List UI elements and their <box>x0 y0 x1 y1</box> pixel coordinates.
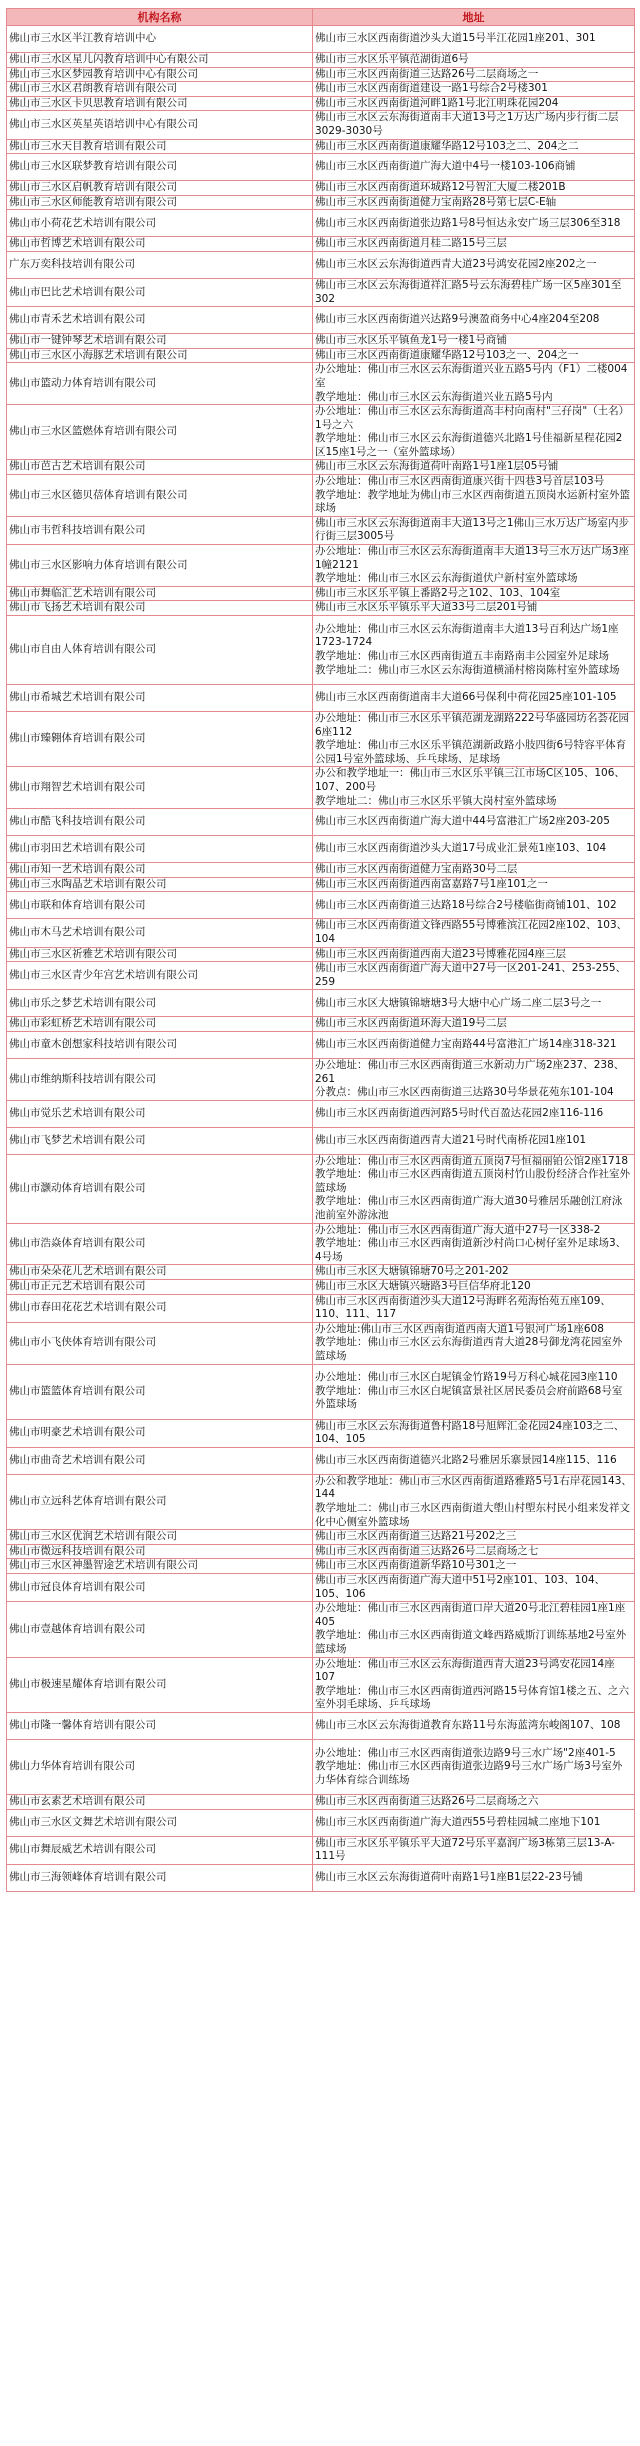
institution-name-cell: 佛山市维纳斯科技培训有限公司 <box>7 1058 313 1100</box>
table-body <box>7 26 635 1892</box>
institution-name-cell: 佛山市三水区梦园教育培训中心有限公司 <box>7 67 313 82</box>
table-row <box>7 1154 635 1223</box>
table-row <box>7 1657 635 1712</box>
institution-name-cell: 佛山市浩焱体育培训有限公司 <box>7 1223 313 1265</box>
table-row <box>7 1294 635 1322</box>
table-row <box>7 1602 635 1657</box>
table-row <box>7 1280 635 1295</box>
institution-name-cell: 佛山市三水区文舞艺术培训有限公司 <box>7 1809 313 1836</box>
table-row <box>7 1265 635 1280</box>
institution-name-cell: 广东万奕科技培训有限公司 <box>7 251 313 278</box>
institution-name-cell: 佛山市木马艺术培训有限公司 <box>7 919 313 947</box>
institution-name-cell: 佛山市希城艺术培训有限公司 <box>7 685 313 712</box>
address-cell: 佛山市三水区乐平镇乐平大道33号二层201号铺 <box>313 601 635 616</box>
table-row <box>7 237 635 252</box>
address-cell: 佛山市三水区西南街道西青大道21号时代南桥花园1座101 <box>313 1127 635 1154</box>
address-cell: 佛山市三水区乐平镇上番路2号之102、103、104室 <box>313 586 635 601</box>
institution-name-cell: 佛山市三水区篮燃体育培训有限公司 <box>7 405 313 460</box>
address-cell: 佛山市三水区西南街道建设一路1号综合2号楼301 <box>313 82 635 97</box>
address-cell: 办公地址：佛山市三水区云东海街道南丰大道13号三水万达广场3座1幢2121 教学地址：佛山市三水区云东海街道伏户新村室外篮球场 <box>313 545 635 587</box>
institution-name-cell: 佛山市三水区祈雅艺术培训有限公司 <box>7 947 313 962</box>
institution-name-cell: 佛山市三水区星儿闪教育培训中心有限公司 <box>7 53 313 68</box>
address-cell: 办公地址：佛山市三水区西南街道五顶岗7号恒福丽铂公馆2座1718 教学地址：佛山市三水区西南街道五顶岗村竹山股份经济合作社室外篮球场 教学地址：佛山市三水区西南街道广海大道30号雅居乐融创江府泳池前室外游泳池 <box>313 1154 635 1223</box>
table-row <box>7 1794 635 1809</box>
table-row <box>7 1559 635 1574</box>
table-row <box>7 111 635 139</box>
table-row <box>7 685 635 712</box>
institution-name-cell: 佛山力华体育培训有限公司 <box>7 1739 313 1794</box>
institution-name-cell: 佛山市正元艺术培训有限公司 <box>7 1280 313 1295</box>
institution-name-cell: 佛山市翔智艺术培训有限公司 <box>7 767 313 809</box>
institution-name-cell: 佛山市微远科技培训有限公司 <box>7 1544 313 1559</box>
address-cell: 佛山市三水区乐平镇范湖街道6号 <box>313 53 635 68</box>
table-row <box>7 1809 635 1836</box>
institution-name-cell: 佛山市酷飞科技培训有限公司 <box>7 809 313 836</box>
institution-table <box>6 8 635 1892</box>
table-row <box>7 1058 635 1100</box>
table-row <box>7 278 635 306</box>
institution-name-cell: 佛山市飞扬艺术培训有限公司 <box>7 601 313 616</box>
institution-name-cell: 佛山市篮动力体育培训有限公司 <box>7 363 313 405</box>
institution-name-cell: 佛山市舞临汇艺术培训有限公司 <box>7 586 313 601</box>
institution-name-cell: 佛山市三水区半江教育培训中心 <box>7 26 313 53</box>
institution-name-cell: 佛山市壹越体育培训有限公司 <box>7 1602 313 1657</box>
table-row <box>7 1573 635 1601</box>
address-cell: 佛山市三水区乐平镇乐平大道72号乐平嘉润广场3栋第三层13-A-111号 <box>313 1836 635 1864</box>
institution-name-cell: 佛山市觉乐艺术培训有限公司 <box>7 1100 313 1127</box>
table-row <box>7 1712 635 1739</box>
table-row <box>7 26 635 53</box>
institution-name-cell: 佛山市三水区君朗教育培训有限公司 <box>7 82 313 97</box>
address-cell: 佛山市三水区西南街道月桂二路15号三层 <box>313 237 635 252</box>
institution-name-cell: 佛山市小荷花艺术培训有限公司 <box>7 210 313 237</box>
address-cell: 佛山市三水区云东海街道南丰大道13号之1万达广场内步行街二层3029-3030号 <box>313 111 635 139</box>
table-row <box>7 334 635 349</box>
institution-name-cell: 佛山市三水区卡贝思教育培训有限公司 <box>7 96 313 111</box>
institution-name-cell: 佛山市三水区影响力体育培训有限公司 <box>7 545 313 587</box>
address-cell: 佛山市三水区西南街道广海大道中27号一区201-241、253-255、259 <box>313 962 635 990</box>
address-cell: 佛山市三水区西南街道健力宝南路30号二层 <box>313 863 635 878</box>
address-cell: 办公地址：佛山市三水区乐平镇范湖龙湖路222号华盛园坊名荟花园6座112 教学地址：佛山市三水区乐平镇范湖新政路小肢四街6号特容平体育公园1号室外篮球场、乒乓球场、足球场 <box>313 712 635 767</box>
address-cell: 佛山市三水区西南街道广海大道中51号2座101、103、104、105、106 <box>313 1573 635 1601</box>
address-cell: 佛山市三水区西南街道新华路10号301之一 <box>313 1559 635 1574</box>
table-row <box>7 1544 635 1559</box>
institution-name-cell: 佛山市三水天目教育培训有限公司 <box>7 139 313 154</box>
table-row <box>7 1223 635 1265</box>
table-row <box>7 210 635 237</box>
address-cell: 佛山市三水区乐平镇鱼龙1号一楼1号商铺 <box>313 334 635 349</box>
address-cell: 佛山市三水区西南街道健力宝南路28号第七层C-E轴 <box>313 195 635 210</box>
institution-name-cell: 佛山市韦哲科技培训有限公司 <box>7 516 313 544</box>
institution-name-cell: 佛山市羽田艺术培训有限公司 <box>7 836 313 863</box>
table-row <box>7 892 635 919</box>
table-row <box>7 586 635 601</box>
address-cell: 佛山市三水区西南街道三达路21号202之三 <box>313 1530 635 1545</box>
address-cell: 佛山市三水区西南街道广海大道中44号富港汇广场2座203-205 <box>313 809 635 836</box>
table-row <box>7 181 635 196</box>
table-row <box>7 616 635 685</box>
table-row <box>7 96 635 111</box>
table-row <box>7 460 635 475</box>
institution-name-cell: 佛山市三水区英星英语培训中心有限公司 <box>7 111 313 139</box>
document-page <box>6 8 634 1892</box>
address-cell: 佛山市三水区西南街道沙头大道17号成业汇景苑1座103、104 <box>313 836 635 863</box>
institution-name-cell: 佛山市灏动体育培训有限公司 <box>7 1154 313 1223</box>
table-row <box>7 1530 635 1545</box>
table-row <box>7 1419 635 1447</box>
institution-name-cell: 佛山市三水区德贝蓓体育培训有限公司 <box>7 475 313 517</box>
address-cell: 办公地址：佛山市三水区西南街道口岸大道20号北江碧桂园1座1座405 教学地址：佛山市三水区西南街道文峰西路威斯汀训练基地2号室外篮球场 <box>313 1602 635 1657</box>
address-cell: 佛山市三水区西南街道河畔1路1号北江明珠花园204 <box>313 96 635 111</box>
institution-name-cell: 佛山市曲奇艺术培训有限公司 <box>7 1447 313 1474</box>
institution-name-cell: 佛山市立远科艺体育培训有限公司 <box>7 1474 313 1529</box>
table-row <box>7 1100 635 1127</box>
address-cell: 佛山市三水区云东海街道鲁村路18号旭辉汇金花园24座103之二、104、105 <box>313 1419 635 1447</box>
institution-name-cell: 佛山市冠良体育培训有限公司 <box>7 1573 313 1601</box>
address-cell: 佛山市三水区云东海街道教育东路11号东海蓝湾东峻阁107、108 <box>313 1712 635 1739</box>
table-row <box>7 251 635 278</box>
address-cell: 佛山市三水区云东海街道祥汇路5号云东海碧桂广场一区5座301至302 <box>313 278 635 306</box>
institution-name-cell: 佛山市三水区小海豚艺术培训有限公司 <box>7 348 313 363</box>
institution-name-cell: 佛山市春田花花艺术培训有限公司 <box>7 1294 313 1322</box>
address-cell: 佛山市三水区西南街道西河路5号时代百盈达花园2座116-116 <box>313 1100 635 1127</box>
table-row <box>7 545 635 587</box>
address-cell: 佛山市三水区西南街道张边路1号8号恒达永安广场三层306至318 <box>313 210 635 237</box>
table-header-row <box>7 9 635 26</box>
institution-name-cell: 佛山市乐之梦艺术培训有限公司 <box>7 990 313 1017</box>
address-cell: 办公地址：佛山市三水区西南街道广海大道中27号一区338-2 教学地址：佛山市三水区西南街道新沙村尚口心树仔室外足球场3、4号场 <box>313 1223 635 1265</box>
institution-name-cell: 佛山市小飞侠体育培训有限公司 <box>7 1322 313 1364</box>
table-row <box>7 67 635 82</box>
institution-name-cell: 佛山市臻翱体育培训有限公司 <box>7 712 313 767</box>
address-cell: 佛山市三水区西南街道三达路26号二层商场之一 <box>313 67 635 82</box>
institution-name-cell: 佛山市芭古艺术培训有限公司 <box>7 460 313 475</box>
institution-name-cell: 佛山市三水区神墨智途艺术培训有限公司 <box>7 1559 313 1574</box>
institution-name-cell: 佛山市三水区青少年宫艺术培训有限公司 <box>7 962 313 990</box>
address-cell: 办公和教学地址一：佛山市三水区乐平镇三江市场C区105、106、107、200号 教学地址二：佛山市三水区乐平镇大岗村室外篮球场 <box>313 767 635 809</box>
address-cell: 佛山市三水区西南街道文锋西路55号博雅滨江花园2座102、103、104 <box>313 919 635 947</box>
institution-name-cell: 佛山市童木创想家科技培训有限公司 <box>7 1031 313 1058</box>
address-cell: 办公和教学地址：佛山市三水区西南街道路雅路5号1右岸花园143、144 教学地址二：佛山市三水区西南街道大塱山村塱东村民小组来发祥文化中心侧室外篮球场 <box>313 1474 635 1529</box>
address-cell: 佛山市三水区大塘镇锦塘70号之201-202 <box>313 1265 635 1280</box>
address-cell: 佛山市三水区西南街道三达路26号二层商场之六 <box>313 1794 635 1809</box>
institution-name-cell: 佛山市朵朵花儿艺术培训有限公司 <box>7 1265 313 1280</box>
address-cell: 佛山市三水区西南街道广海大道中4号一楼103-106商铺 <box>313 154 635 181</box>
header-institution-name: 机构名称 <box>7 9 313 26</box>
address-cell: 佛山市三水区西南街道兴达路9号澳盈商务中心4座204至208 <box>313 307 635 334</box>
table-row <box>7 348 635 363</box>
table-row <box>7 516 635 544</box>
address-cell: 佛山市三水区西南街道沙头大道15号半江花园1座201、301 <box>313 26 635 53</box>
table-row <box>7 307 635 334</box>
address-cell: 佛山市三水区西南街道三达路18号综合2号楼临街商铺101、102 <box>313 892 635 919</box>
address-cell: 佛山市三水区西南街道沙头大道12号海畔名苑海怡苑五座109、110、111、117 <box>313 1294 635 1322</box>
address-cell: 佛山市三水区西南街道三达路26号二层商场之七 <box>313 1544 635 1559</box>
table-row <box>7 863 635 878</box>
table-row <box>7 1739 635 1794</box>
address-cell: 办公地址：佛山市三水区云东海街道南丰大道13号百利达广场1座1723-1724 教学地址：佛山市三水区西南街道五丰南路南丰公园室外足球场 教学地址二：佛山市三水区云东海街道横涌村榕岗陈村室外篮球场 <box>313 616 635 685</box>
address-cell: 佛山市三水区西南街道德兴北路2号雅居乐寨景园14座115、116 <box>313 1447 635 1474</box>
table-row <box>7 363 635 405</box>
table-row <box>7 601 635 616</box>
address-cell: 佛山市三水区大塘镇兴塘路3号巨信华府北120 <box>313 1280 635 1295</box>
table-row <box>7 919 635 947</box>
address-cell: 办公地址:佛山市三水区西南街道西南大道1号银河广场1座608 教学地址：佛山市三水区云东海街道西青大道28号御龙湾花园室外篮球场 <box>313 1322 635 1364</box>
table-row <box>7 836 635 863</box>
institution-name-cell: 佛山市三水陶晶艺术培训有限公司 <box>7 877 313 892</box>
address-cell: 办公地址：佛山市三水区西南街道张边路9号三水广场"2座401-5 教学地址：佛山市三水区西南街道张边路9号三水广场广场3号室外力华体育综合训练场 <box>313 1739 635 1794</box>
address-cell: 办公地址：佛山市三水区云东海街道兴业五路5号内（F1）二楼004室 教学地址：佛山市三水区云东海街道兴业五路5号内 <box>313 363 635 405</box>
table-row <box>7 195 635 210</box>
institution-name-cell: 佛山市彩虹桥艺术培训有限公司 <box>7 1017 313 1032</box>
institution-name-cell: 佛山市巴比艺术培训有限公司 <box>7 278 313 306</box>
address-cell: 办公地址：佛山市三水区西南街道三水新动力广场2座237、238、261 分教点：佛山市三水区西南街道三达路30号华景花苑东101-104 <box>313 1058 635 1100</box>
table-row <box>7 139 635 154</box>
institution-name-cell: 佛山市三水区联梦教育培训有限公司 <box>7 154 313 181</box>
institution-name-cell: 佛山市篮篮体育培训有限公司 <box>7 1364 313 1419</box>
table-row <box>7 154 635 181</box>
table-row <box>7 809 635 836</box>
address-cell: 佛山市三水区云东海街道荷叶南路1号1座1层05号铺 <box>313 460 635 475</box>
address-cell: 办公地址：佛山市三水区云东海街道西青大道23号鸿安花园14座107 教学地址：佛山市三水区西南街道西河路15号体育馆1楼之五、之六室外羽毛球场、乒乓球场 <box>313 1657 635 1712</box>
header-address: 地址 <box>313 9 635 26</box>
table-row <box>7 1031 635 1058</box>
table-row <box>7 712 635 767</box>
table-row <box>7 405 635 460</box>
institution-name-cell: 佛山市玄素艺术培训有限公司 <box>7 1794 313 1809</box>
table-row <box>7 1364 635 1419</box>
address-cell: 佛山市三水区西南街道南丰大道66号保利中荷花园25座101-105 <box>313 685 635 712</box>
address-cell: 佛山市三水区云东海街道荷叶南路1号1座B1层22-23号铺 <box>313 1864 635 1891</box>
table-row <box>7 990 635 1017</box>
table-row <box>7 53 635 68</box>
institution-name-cell: 佛山市自由人体育培训有限公司 <box>7 616 313 685</box>
address-cell: 佛山市三水区西南街道环海大道19号二层 <box>313 1017 635 1032</box>
table-row <box>7 962 635 990</box>
institution-name-cell: 佛山市三水区启帆教育培训有限公司 <box>7 181 313 196</box>
table-row <box>7 475 635 517</box>
institution-name-cell: 佛山市三海领峰体育培训有限公司 <box>7 1864 313 1891</box>
table-row <box>7 1322 635 1364</box>
table-row <box>7 82 635 97</box>
institution-name-cell: 佛山市一键钟琴艺术培训有限公司 <box>7 334 313 349</box>
table-row <box>7 1447 635 1474</box>
institution-name-cell: 佛山市舞辰威艺术培训有限公司 <box>7 1836 313 1864</box>
institution-name-cell: 佛山市飞梦艺术培训有限公司 <box>7 1127 313 1154</box>
institution-name-cell: 佛山市青禾艺术培训有限公司 <box>7 307 313 334</box>
address-cell: 佛山市三水区大塘镇锦塘塘3号大塘中心广场二座二层3号之一 <box>313 990 635 1017</box>
address-cell: 佛山市三水区西南街道健力宝南路44号富港汇广场14座318-321 <box>313 1031 635 1058</box>
table-row <box>7 1127 635 1154</box>
address-cell: 办公地址：佛山市三水区西南街道康兴街十四巷3号首层103号 教学地址：教学地址为佛山市三水区西南街道五顶岗水运新村室外篮球场 <box>313 475 635 517</box>
address-cell: 佛山市三水区西南街道西南大道23号博雅花园4座三层 <box>313 947 635 962</box>
table-row <box>7 1836 635 1864</box>
table-row <box>7 947 635 962</box>
address-cell: 佛山市三水区西南街道环城路12号智汇大厦二楼201B <box>313 181 635 196</box>
address-cell: 佛山市三水区西南街道康耀华路12号103之一、204之一 <box>313 348 635 363</box>
address-cell: 佛山市三水区西南街道西南富嘉路7号1座101之一 <box>313 877 635 892</box>
institution-name-cell: 佛山市哲博艺术培训有限公司 <box>7 237 313 252</box>
institution-name-cell: 佛山市极速星耀体育培训有限公司 <box>7 1657 313 1712</box>
address-cell: 佛山市三水区西南街道广海大道西55号碧桂园城二座地下101 <box>313 1809 635 1836</box>
table-row <box>7 1474 635 1529</box>
address-cell: 佛山市三水区西南街道康耀华路12号103之二、204之二 <box>313 139 635 154</box>
institution-name-cell: 佛山市三水区优润艺术培训有限公司 <box>7 1530 313 1545</box>
address-cell: 佛山市三水区云东海街道南丰大道13号之1佛山三水万达广场室内步行街三层3005号 <box>313 516 635 544</box>
table-row <box>7 767 635 809</box>
address-cell: 佛山市三水区云东海街道西青大道23号鸿安花园2座202之一 <box>313 251 635 278</box>
institution-name-cell: 佛山市明豪艺术培训有限公司 <box>7 1419 313 1447</box>
table-row <box>7 1017 635 1032</box>
address-cell: 办公地址：佛山市三水区云东海街道高丰村向南村"三孖岗"（土名）1号之六 教学地址：佛山市三水区云东海街道德兴北路1号佳福新星程花园2区15座1号之一（室外篮球场） <box>313 405 635 460</box>
address-cell: 办公地址：佛山市三水区白坭镇金竹路19号万科心城花园3座110 教学地址：佛山市三水区白坭镇富景社区居民委员会府前路68号室外篮球场 <box>313 1364 635 1419</box>
institution-name-cell: 佛山市隆一馨体育培训有限公司 <box>7 1712 313 1739</box>
institution-name-cell: 佛山市知一艺术培训有限公司 <box>7 863 313 878</box>
institution-name-cell: 佛山市联和体育培训有限公司 <box>7 892 313 919</box>
institution-name-cell: 佛山市三水区师能教育培训有限公司 <box>7 195 313 210</box>
table-row <box>7 877 635 892</box>
table-row <box>7 1864 635 1891</box>
